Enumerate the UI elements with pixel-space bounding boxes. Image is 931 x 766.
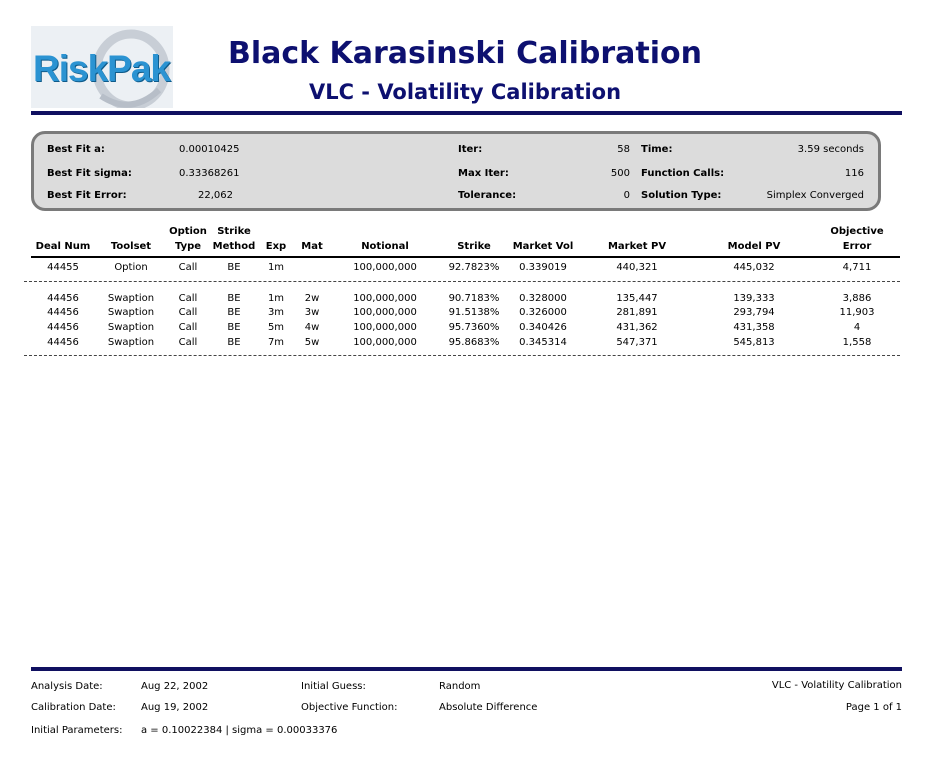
- cell-strike: 95.8683%: [448, 337, 500, 348]
- initial-guess-label: Initial Guess:: [301, 681, 366, 692]
- col-header-line1: Objective: [830, 226, 884, 237]
- col-header-line2: Error: [842, 241, 872, 252]
- col-header-notional: [340, 224, 430, 254]
- cell-strike: 90.7183%: [448, 293, 500, 304]
- col-header-line1: Option: [169, 226, 207, 237]
- footer-divider: [31, 667, 902, 671]
- max-iter-label: Max Iter:: [458, 168, 509, 179]
- cell-strike: 92.7823%: [448, 262, 500, 273]
- cell-exp: 5m: [267, 322, 285, 333]
- cell-toolset: Swaption: [107, 322, 155, 333]
- time-label: Time:: [641, 144, 673, 155]
- col-header-line2: Mat: [301, 241, 323, 252]
- cell-notional: 100,000,000: [353, 293, 417, 304]
- col-header-line1: [498, 224, 588, 239]
- cell-market-pv: 431,362: [616, 322, 658, 333]
- calibration-date-value: Aug 19, 2002: [141, 702, 209, 713]
- col-header-line2: Toolset: [110, 241, 152, 252]
- cell-option-type: Call: [178, 337, 198, 348]
- time-value: 3.59 seconds: [797, 144, 864, 155]
- cell-model-pv: 293,794: [733, 307, 775, 318]
- cell-strike-method: BE: [227, 293, 241, 304]
- cell-mat: 2w: [304, 293, 320, 304]
- tolerance-label: Tolerance:: [458, 190, 517, 201]
- cell-option-type: Call: [178, 262, 198, 273]
- riskpak-logo: [31, 26, 173, 108]
- cell-market-vol: 0.339019: [519, 262, 567, 273]
- cell-toolset: Option: [114, 262, 148, 273]
- cell-deal-num: 44455: [47, 262, 79, 273]
- table-header-rule: [31, 256, 900, 258]
- cell-mat: 3w: [304, 307, 320, 318]
- cell-exp: 1m: [267, 262, 285, 273]
- initial-parameters-label: Initial Parameters:: [31, 725, 123, 736]
- cell-market-pv: 547,371: [616, 337, 658, 348]
- cell-exp: 1m: [267, 293, 285, 304]
- col-header-line2: Model PV: [727, 241, 781, 252]
- col-header-market-pv: [592, 224, 682, 254]
- logo-text: RiskPak: [33, 48, 170, 89]
- cell-strike: 91.5138%: [448, 307, 500, 318]
- col-header-line2: Deal Num: [35, 241, 91, 252]
- group-separator: [24, 355, 900, 356]
- group-separator: [24, 281, 900, 282]
- best-fit-a-value: 0.00010425: [179, 144, 240, 155]
- cell-option-type: Call: [178, 293, 198, 304]
- cell-toolset: Swaption: [107, 293, 155, 304]
- cell-mat: 4w: [304, 322, 320, 333]
- cell-deal-num: 44456: [47, 307, 79, 318]
- cell-option-type: Call: [178, 322, 198, 333]
- analysis-date-label: Analysis Date:: [31, 681, 103, 692]
- calibration-date-label: Calibration Date:: [31, 702, 116, 713]
- cell-model-pv: 431,358: [733, 322, 775, 333]
- objective-function-label: Objective Function:: [301, 702, 398, 713]
- cell-objective-error: 4: [853, 322, 861, 333]
- cell-objective-error: 11,903: [839, 307, 875, 318]
- col-header-line2: Market Vol: [512, 241, 574, 252]
- cell-exp: 3m: [267, 307, 285, 318]
- cell-market-pv: 440,321: [616, 262, 658, 273]
- cell-market-vol: 0.345314: [519, 337, 567, 348]
- cell-model-pv: 445,032: [733, 262, 775, 273]
- col-header-line1: [709, 224, 799, 239]
- cell-toolset: Swaption: [107, 307, 155, 318]
- header-divider: [31, 111, 902, 115]
- calibration-summary-box: [31, 131, 881, 211]
- report-title: Black Karasinski Calibration: [227, 36, 703, 71]
- cell-market-pv: 135,447: [616, 293, 658, 304]
- cell-market-vol: 0.326000: [519, 307, 567, 318]
- page-number: Page 1 of 1: [845, 702, 902, 713]
- function-calls-value: 116: [844, 168, 864, 179]
- objective-function-value: Absolute Difference: [439, 702, 538, 713]
- best-fit-sigma-value: 0.33368261: [179, 168, 240, 179]
- best-fit-sigma-label: Best Fit sigma:: [47, 168, 132, 179]
- cell-notional: 100,000,000: [353, 307, 417, 318]
- col-header-line2: Strike: [457, 241, 491, 252]
- best-fit-error-value: 22,062: [198, 190, 233, 201]
- cell-option-type: Call: [178, 307, 198, 318]
- cell-market-vol: 0.340426: [519, 322, 567, 333]
- cell-strike-method: BE: [227, 307, 241, 318]
- cell-strike: 95.7360%: [448, 322, 500, 333]
- solution-type-label: Solution Type:: [641, 190, 722, 201]
- cell-objective-error: 4,711: [842, 262, 872, 273]
- col-header-line2: Method: [212, 241, 256, 252]
- col-header-line2: Type: [174, 241, 202, 252]
- tolerance-value: 0: [623, 190, 630, 201]
- cell-notional: 100,000,000: [353, 262, 417, 273]
- cell-deal-num: 44456: [47, 337, 79, 348]
- cell-notional: 100,000,000: [353, 322, 417, 333]
- cell-strike-method: BE: [227, 262, 241, 273]
- cell-strike-method: BE: [227, 337, 241, 348]
- function-calls-label: Function Calls:: [641, 168, 725, 179]
- cell-strike-method: BE: [227, 322, 241, 333]
- col-header-line2: Market PV: [607, 241, 667, 252]
- footer-report-name: VLC - Volatility Calibration: [771, 680, 902, 691]
- initial-guess-value: Random: [439, 681, 481, 692]
- best-fit-a-label: Best Fit a:: [47, 144, 105, 155]
- cell-objective-error: 1,558: [842, 337, 872, 348]
- cell-notional: 100,000,000: [353, 337, 417, 348]
- best-fit-error-label: Best Fit Error:: [47, 190, 127, 201]
- cell-model-pv: 139,333: [733, 293, 775, 304]
- col-header-line2: Notional: [361, 241, 409, 252]
- col-header-line2: Exp: [265, 241, 287, 252]
- cell-objective-error: 3,886: [842, 293, 872, 304]
- max-iter-value: 500: [610, 168, 630, 179]
- cell-model-pv: 545,813: [733, 337, 775, 348]
- iter-label: Iter:: [458, 144, 483, 155]
- col-header-objective-error: [812, 224, 902, 254]
- report-subtitle: VLC - Volatility Calibration: [308, 80, 622, 104]
- col-header-market-vol: [498, 224, 588, 254]
- analysis-date-value: Aug 22, 2002: [141, 681, 209, 692]
- cell-market-pv: 281,891: [616, 307, 658, 318]
- initial-parameters-value: a = 0.10022384 | sigma = 0.00033376: [141, 725, 338, 736]
- cell-toolset: Swaption: [107, 337, 155, 348]
- cell-deal-num: 44456: [47, 322, 79, 333]
- cell-deal-num: 44456: [47, 293, 79, 304]
- cell-mat: 5w: [304, 337, 320, 348]
- col-header-line1: [592, 224, 682, 239]
- solution-type-value: Simplex Converged: [766, 190, 864, 201]
- col-header-line1: Strike: [217, 226, 251, 237]
- cell-market-vol: 0.328000: [519, 293, 567, 304]
- iter-value: 58: [617, 144, 630, 155]
- col-header-line1: [340, 224, 430, 239]
- col-header-model-pv: [709, 224, 799, 254]
- cell-exp: 7m: [267, 337, 285, 348]
